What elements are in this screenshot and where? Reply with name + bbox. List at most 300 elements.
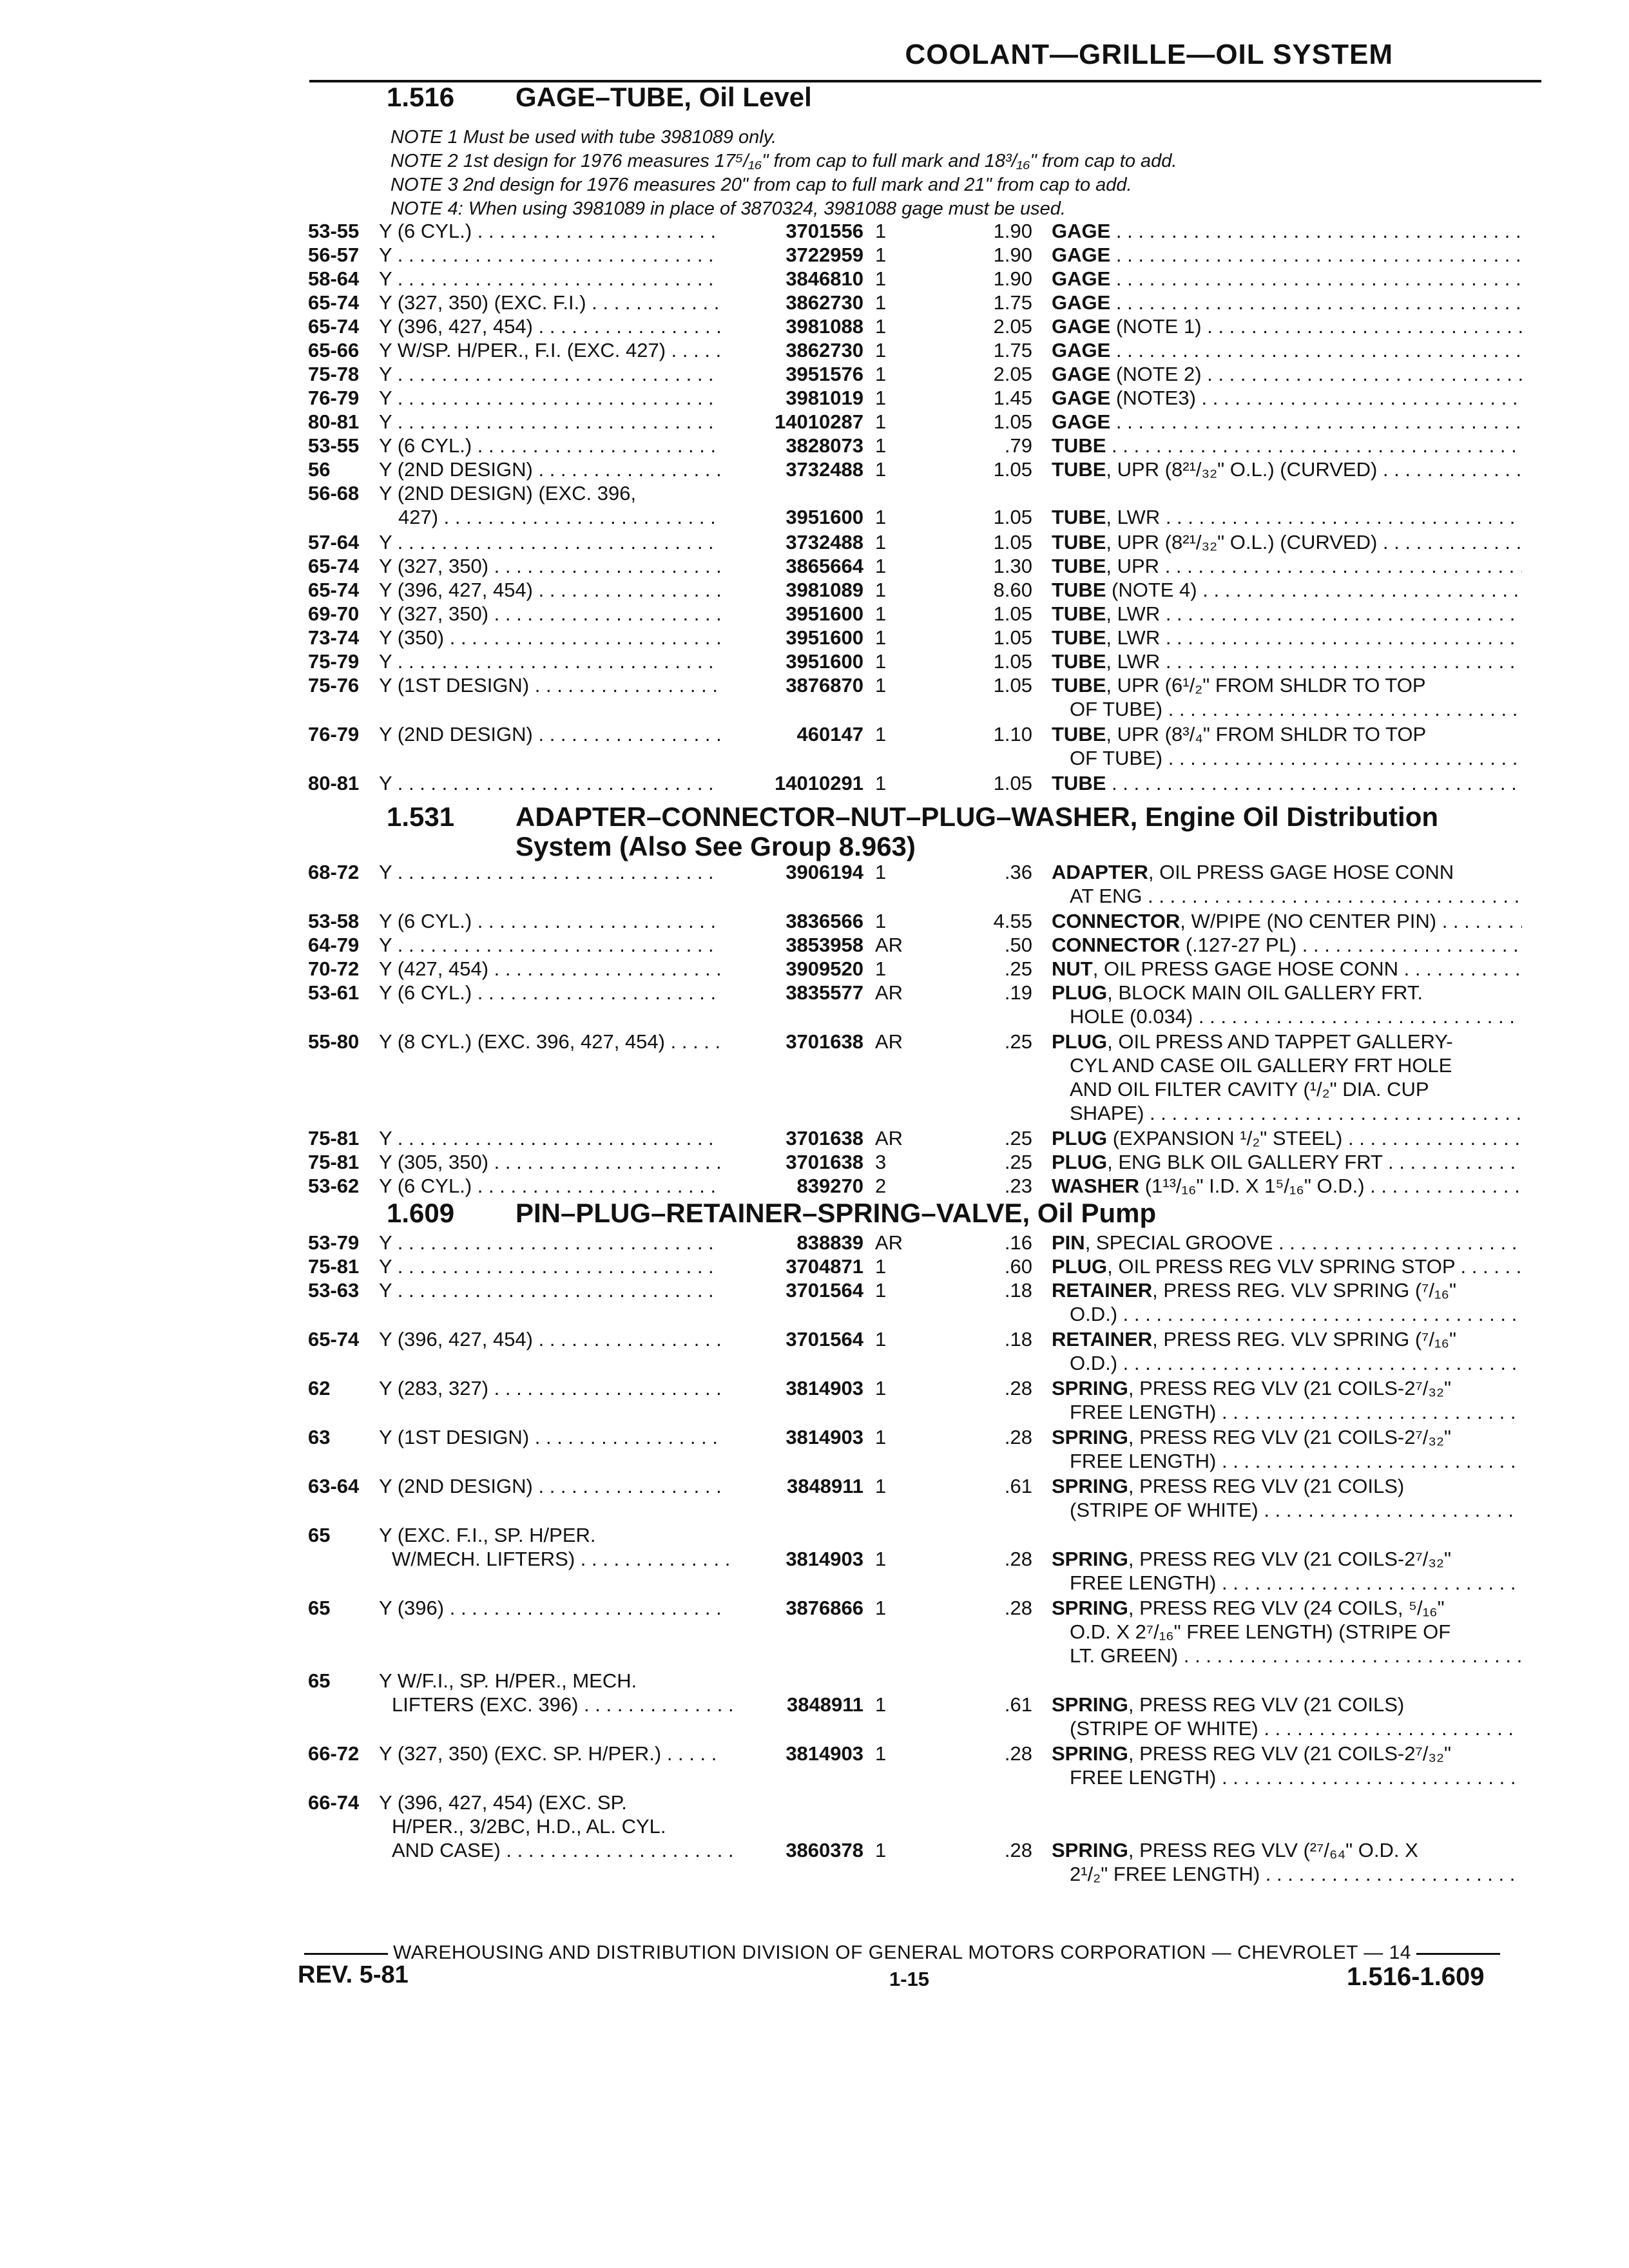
price: .61: [1004, 1475, 1032, 1497]
description: [1052, 1150, 1522, 1174]
part-detail: , PRESS REG VLV (21 COILS-2⁷/₃₂": [1128, 1742, 1451, 1765]
application: Y (396) . . .: [379, 1596, 720, 1620]
price: 8.60: [993, 579, 1032, 601]
description-line: 2¹/₂" FREE LENGTH) . . .: [1070, 1862, 1521, 1886]
description: [1052, 1838, 1522, 1862]
application: Y . . .: [379, 530, 720, 554]
description: [1052, 386, 1522, 410]
price: .79: [1004, 434, 1032, 457]
description: [1052, 1126, 1522, 1150]
description-line: OF TUBE) . . .: [1070, 746, 1521, 770]
price: 1.05: [993, 506, 1032, 528]
part-number: 3814903: [786, 1548, 863, 1570]
application: Y (350) . . .: [379, 626, 720, 649]
description: [1052, 434, 1522, 457]
quantity: 3: [875, 1151, 887, 1173]
part-number: 3704871: [786, 1255, 863, 1278]
price: .25: [1004, 1030, 1032, 1053]
price: 1.90: [993, 220, 1032, 242]
model-years: 75-76: [308, 674, 360, 697]
price: .50: [1004, 934, 1032, 956]
part-name: GAGE: [1052, 315, 1111, 338]
model-years: 80-81: [308, 772, 360, 794]
part-detail: , ENG BLK OIL GALLERY FRT: [1107, 1151, 1383, 1173]
part-detail: (.127-27 PL): [1180, 934, 1297, 956]
application: Y (396, 427, 454) . . .: [379, 578, 720, 602]
application: Y (327, 350) (EXC. F.I.) . . .: [379, 291, 720, 314]
application: Y (305, 350) . . .: [379, 1150, 720, 1174]
price: 1.05: [993, 772, 1032, 794]
model-years: 65-74: [308, 579, 360, 601]
application: Y (2ND DESIGN) . . .: [379, 722, 720, 746]
model-years: 68-72: [308, 861, 360, 883]
description: [1052, 649, 1522, 673]
quantity: 1: [875, 339, 887, 361]
application: Y (6 CYL.) . . .: [379, 219, 720, 243]
description: [1052, 362, 1522, 386]
application: Y (6 CYL.) . . .: [379, 909, 720, 933]
price: .16: [1004, 1231, 1032, 1254]
price: 2.05: [993, 363, 1032, 385]
model-years: 53-63: [308, 1279, 360, 1302]
part-name: GAGE: [1052, 363, 1111, 385]
part-detail: , OIL PRESS GAGE HOSE CONN: [1092, 957, 1399, 980]
model-years: 65-74: [308, 1328, 360, 1350]
section-heading: PIN–PLUG–RETAINER–SPRING–VALVE, Oil Pump: [516, 1198, 1157, 1228]
application: Y . . .: [379, 362, 720, 386]
price: .61: [1004, 1693, 1032, 1716]
part-detail: , PRESS REG VLV (²⁷/₆₄" O.D. X: [1128, 1839, 1418, 1861]
part-detail: , OIL PRESS GAGE HOSE CONN: [1148, 861, 1454, 883]
section-title: [387, 802, 1547, 861]
quantity: 1: [875, 531, 887, 553]
quantity: 1: [875, 1693, 887, 1716]
quantity: 1: [875, 555, 887, 577]
quantity: 1: [875, 315, 887, 338]
part-name: PLUG: [1052, 981, 1108, 1004]
part-name: ADAPTER: [1052, 861, 1148, 883]
description: [1052, 626, 1522, 649]
note-line: NOTE 2 1st design for 1976 measures 17⁵/₁₆" from cap to full mark and 18³/₁₆" from cap to add.: [390, 151, 1177, 171]
price: 1.75: [993, 339, 1032, 361]
part-number: 3701564: [786, 1279, 863, 1302]
part-name: GAGE: [1052, 267, 1111, 290]
quantity: 1: [875, 1742, 887, 1765]
part-name: GAGE: [1052, 244, 1111, 266]
quantity: 1: [875, 772, 887, 794]
part-name: RETAINER: [1052, 1279, 1153, 1302]
part-name: CONNECTOR: [1052, 910, 1181, 932]
part-name: PLUG: [1052, 1255, 1108, 1278]
part-detail: , UPR (6¹/₂" FROM SHLDR TO TOP: [1106, 674, 1426, 697]
application: Y . . .: [379, 860, 720, 884]
application: Y . . .: [379, 410, 720, 434]
application: Y . . .: [379, 267, 720, 291]
quantity: 1: [875, 1597, 887, 1619]
quantity: AR: [875, 934, 903, 956]
description-line: FREE LENGTH) . . .: [1070, 1571, 1521, 1595]
description: [1052, 267, 1522, 291]
part-name: GAGE: [1052, 291, 1111, 314]
part-number: 3836566: [786, 910, 863, 932]
description-line: FREE LENGTH) . . .: [1070, 1449, 1521, 1473]
application: Y (283, 327) . . .: [379, 1376, 720, 1400]
note-line: NOTE 1 Must be used with tube 3981089 only.: [390, 127, 777, 148]
section-heading-continued: System (Also See Group 8.963): [516, 831, 916, 861]
quantity: 1: [875, 861, 887, 883]
part-number: 3835577: [786, 981, 863, 1004]
model-years: 75-79: [308, 650, 360, 673]
part-detail: , UPR (8³/₄" FROM SHLDR TO TOP: [1106, 723, 1427, 745]
part-number: 3732488: [786, 458, 863, 481]
section-notes: [390, 126, 1486, 221]
price: .28: [1004, 1742, 1032, 1765]
part-detail: (NOTE 4): [1106, 579, 1197, 601]
application: Y (1ST DESIGN) . . .: [379, 1425, 720, 1449]
price: .28: [1004, 1839, 1032, 1861]
model-years: 65-74: [308, 291, 360, 314]
quantity: 1: [875, 723, 887, 745]
part-name: TUBE: [1052, 723, 1106, 745]
part-detail: , BLOCK MAIN OIL GALLERY FRT.: [1107, 981, 1423, 1004]
application: AND CASE) . . .: [392, 1838, 733, 1862]
part-detail: (NOTE 1): [1110, 315, 1202, 338]
quantity: 1: [875, 957, 887, 980]
footer-rule-right: [1416, 1953, 1500, 1955]
model-years: 53-61: [308, 981, 360, 1004]
part-detail: , OIL PRESS AND TAPPET GALLERY-: [1107, 1030, 1453, 1053]
part-number: 3701638: [786, 1151, 863, 1173]
price: 1.05: [993, 458, 1032, 481]
model-years: 53-62: [308, 1175, 360, 1197]
section-title: [387, 82, 1547, 112]
quantity: 1: [875, 626, 887, 649]
quantity: 1: [875, 1548, 887, 1570]
application: Y (396, 427, 454) . . .: [379, 314, 720, 338]
part-name: SPRING: [1052, 1742, 1128, 1765]
part-number: 3876870: [786, 674, 863, 697]
application: Y (396, 427, 454) . . .: [379, 1327, 720, 1351]
part-number: 3862730: [786, 291, 863, 314]
part-name: PLUG: [1052, 1030, 1108, 1053]
part-number: 3701638: [786, 1030, 863, 1053]
price: .25: [1004, 957, 1032, 980]
section-title: [387, 1198, 1547, 1228]
price: 4.55: [993, 910, 1032, 932]
application: Y . . .: [379, 243, 720, 267]
part-name: TUBE: [1052, 602, 1106, 625]
model-years: 65: [308, 1524, 331, 1546]
price: 1.05: [993, 531, 1032, 553]
part-name: CONNECTOR: [1052, 934, 1181, 956]
model-years: 56: [308, 458, 331, 481]
part-name: TUBE: [1052, 434, 1106, 457]
application: Y . . .: [379, 1126, 720, 1150]
part-detail: , PRESS REG VLV (21 COILS-2⁷/₃₂": [1128, 1548, 1451, 1570]
part-name: GAGE: [1052, 410, 1111, 433]
part-number: 839270: [796, 1175, 863, 1197]
quantity: 1: [875, 650, 887, 673]
part-detail: , PRESS REG VLV (21 COILS-2⁷/₃₂": [1128, 1377, 1451, 1399]
part-number: 3951600: [786, 506, 863, 528]
model-years: 76-79: [308, 723, 360, 745]
model-years: 63-64: [308, 1475, 360, 1497]
description-line: OF TUBE) . . .: [1070, 697, 1521, 721]
part-number: 3876866: [786, 1597, 863, 1619]
model-years: 63: [308, 1426, 331, 1448]
model-years: 55-80: [308, 1030, 360, 1053]
price: 1.05: [993, 626, 1032, 649]
quantity: 1: [875, 410, 887, 433]
part-detail: (NOTE 2): [1110, 363, 1202, 385]
part-number: 3951600: [786, 602, 863, 625]
footer-rule-left: [304, 1953, 388, 1955]
part-number: 3828073: [786, 434, 863, 457]
part-number: 3865664: [786, 555, 863, 577]
part-detail: , PRESS REG VLV (21 COILS): [1128, 1475, 1405, 1497]
part-name: TUBE: [1052, 650, 1106, 673]
part-number: 3848911: [787, 1475, 863, 1497]
section-range: 1.516-1.609: [1347, 1963, 1485, 1991]
part-detail: , PRESS REG VLV (24 COILS, ⁵/₁₆": [1128, 1597, 1445, 1619]
price: .28: [1004, 1548, 1032, 1570]
price: 1.10: [993, 723, 1032, 745]
page-title: COOLANT—GRILLE—OIL SYSTEM: [905, 39, 1393, 70]
part-detail: , LWR: [1106, 626, 1161, 649]
part-number: 14010287: [775, 410, 863, 433]
application: Y (6 CYL.) . . .: [379, 981, 720, 1004]
description: [1052, 673, 1522, 697]
description: [1052, 1425, 1522, 1449]
quantity: 1: [875, 1279, 887, 1302]
price: .28: [1004, 1597, 1032, 1619]
model-years: 65-66: [308, 339, 360, 361]
part-name: SPRING: [1052, 1377, 1128, 1399]
application-line: H/PER., 3/2BC, H.D., AL. CYL.: [392, 1815, 666, 1838]
part-detail: , PRESS REG. VLV SPRING (⁷/₁₆": [1152, 1279, 1456, 1302]
part-detail: , PRESS REG VLV (21 COILS-2⁷/₃₂": [1128, 1426, 1451, 1448]
description-line: AND OIL FILTER CAVITY (¹/₂" DIA. CUP: [1070, 1078, 1429, 1100]
description: [1052, 1174, 1522, 1198]
application: Y (327, 350) (EXC. SP. H/PER.) . . .: [379, 1742, 720, 1765]
part-name: PIN: [1052, 1231, 1085, 1254]
description: [1052, 1596, 1522, 1620]
price: 1.05: [993, 674, 1032, 697]
application: Y W/SP. H/PER., F.I. (EXC. 427) . . .: [379, 338, 720, 362]
quantity: 1: [875, 1426, 887, 1448]
description: [1052, 505, 1522, 529]
part-number: 3846810: [786, 267, 863, 290]
description: [1052, 1376, 1522, 1400]
section-number: 1.609: [387, 1198, 455, 1228]
part-number: 3814903: [786, 1426, 863, 1448]
description-line: (STRIPE OF WHITE) . . .: [1070, 1716, 1521, 1740]
description: [1052, 1547, 1522, 1571]
description: [1052, 909, 1522, 933]
quantity: AR: [875, 1231, 903, 1254]
price: 1.75: [993, 291, 1032, 314]
part-number: 3951600: [786, 626, 863, 649]
part-name: GAGE: [1052, 387, 1111, 409]
description: [1052, 291, 1522, 314]
application: Y (327, 350) . . .: [379, 602, 720, 626]
application: Y (427, 454) . . .: [379, 957, 720, 981]
price: 1.05: [993, 650, 1032, 673]
description: [1052, 1278, 1522, 1302]
part-name: SPRING: [1052, 1597, 1128, 1619]
model-years: 75-81: [308, 1151, 360, 1173]
part-detail: , LWR: [1106, 506, 1161, 528]
model-years: 62: [308, 1377, 331, 1399]
description-line: HOLE (0.034) . . .: [1070, 1004, 1521, 1028]
description: [1052, 578, 1522, 602]
part-name: SPRING: [1052, 1475, 1128, 1497]
application: Y (2ND DESIGN) . . .: [379, 1474, 720, 1498]
application-line: Y W/F.I., SP. H/PER., MECH.: [379, 1669, 637, 1692]
part-name: GAGE: [1052, 220, 1111, 242]
footer-credit-text: WAREHOUSING AND DISTRIBUTION DIVISION OF GENERAL MOTORS CORPORATION — CHEVROLET — 14: [393, 1942, 1411, 1963]
part-number: 838839: [796, 1231, 863, 1254]
application: Y . . .: [379, 933, 720, 957]
application: Y (1ST DESIGN) . . .: [379, 673, 720, 697]
price: .25: [1004, 1127, 1032, 1149]
part-number: 3906194: [786, 861, 863, 883]
model-years: 53-55: [308, 220, 360, 242]
quantity: 1: [875, 1475, 887, 1497]
description: [1052, 457, 1522, 481]
model-years: 76-79: [308, 387, 360, 409]
price: .60: [1004, 1255, 1032, 1278]
quantity: 1: [875, 674, 887, 697]
description: [1052, 981, 1522, 1004]
part-detail: (1¹³/₁₆" I.D. X 1⁵/₁₆" O.D.): [1139, 1175, 1365, 1197]
model-years: 56-57: [308, 244, 360, 266]
model-years: 65: [308, 1597, 331, 1619]
part-detail: , PRESS REG. VLV SPRING (⁷/₁₆": [1152, 1328, 1456, 1350]
note-line: NOTE 4: When using 3981089 in place of 3870324, 3981088 gage must be used.: [390, 198, 1066, 219]
application: Y (2ND DESIGN) . . .: [379, 457, 720, 481]
part-name: TUBE: [1052, 626, 1106, 649]
part-detail: (NOTE3): [1110, 387, 1196, 409]
quantity: 1: [875, 1255, 887, 1278]
quantity: 1: [875, 434, 887, 457]
part-number: 3981089: [786, 579, 863, 601]
part-name: TUBE: [1052, 555, 1106, 577]
description: [1052, 554, 1522, 578]
description-line: O.D.) . . .: [1070, 1302, 1521, 1326]
quantity: AR: [875, 981, 903, 1004]
price: .36: [1004, 861, 1032, 883]
part-name: GAGE: [1052, 339, 1111, 361]
quantity: AR: [875, 1127, 903, 1149]
model-years: 66-74: [308, 1791, 360, 1814]
part-number: 3814903: [786, 1377, 863, 1399]
model-years: 53-58: [308, 910, 360, 932]
description: [1052, 1327, 1522, 1351]
part-detail: , LWR: [1106, 602, 1161, 625]
price: 1.90: [993, 267, 1032, 290]
quantity: 1: [875, 579, 887, 601]
model-years: 65: [308, 1669, 331, 1692]
part-name: TUBE: [1052, 506, 1106, 528]
model-years: 53-55: [308, 434, 360, 457]
application: Y . . .: [379, 386, 720, 410]
price: 2.05: [993, 315, 1032, 338]
quantity: 1: [875, 267, 887, 290]
description-line: (STRIPE OF WHITE) . . .: [1070, 1498, 1521, 1522]
price: .28: [1004, 1426, 1032, 1448]
part-name: NUT: [1052, 957, 1093, 980]
model-years: 66-72: [308, 1742, 360, 1765]
description: [1052, 338, 1522, 362]
application: 427) . . .: [398, 505, 720, 529]
part-name: WASHER: [1052, 1175, 1140, 1197]
footer-credit: [296, 1942, 1508, 1964]
part-number: 3701556: [786, 220, 863, 242]
description: [1052, 410, 1522, 434]
part-number: 3701564: [786, 1328, 863, 1350]
description: [1052, 243, 1522, 267]
part-number: 460147: [796, 723, 863, 745]
part-name: PLUG: [1052, 1151, 1108, 1173]
part-number: 3862730: [786, 339, 863, 361]
model-years: 58-64: [308, 267, 360, 290]
part-number: 3981019: [786, 387, 863, 409]
page-number: 1-15: [889, 1968, 930, 1990]
description: [1052, 219, 1522, 243]
model-years: 69-70: [308, 602, 360, 625]
application-line: Y (EXC. F.I., SP. H/PER.: [379, 1524, 596, 1546]
part-number: 3909520: [786, 957, 863, 980]
price: 1.90: [993, 244, 1032, 266]
part-detail: , W/PIPE (NO CENTER PIN): [1180, 910, 1437, 932]
part-name: TUBE: [1052, 579, 1106, 601]
description: [1052, 1693, 1522, 1716]
description: [1052, 1742, 1522, 1765]
part-name: TUBE: [1052, 674, 1106, 697]
application: Y (6 CYL.) . . .: [379, 1174, 720, 1198]
price: 1.30: [993, 555, 1032, 577]
part-name: TUBE: [1052, 458, 1106, 481]
description: [1052, 602, 1522, 626]
price: .25: [1004, 1151, 1032, 1173]
application: W/MECH. LIFTERS) . . .: [392, 1547, 733, 1571]
part-detail: , OIL PRESS REG VLV SPRING STOP: [1107, 1255, 1455, 1278]
part-number: 3951576: [786, 363, 863, 385]
page-header: [309, 34, 1541, 82]
description: [1052, 933, 1522, 957]
description-line: FREE LENGTH) . . .: [1070, 1765, 1521, 1789]
model-years: 73-74: [308, 626, 360, 649]
part-detail: , LWR: [1106, 650, 1161, 673]
application: Y . . .: [379, 771, 720, 795]
description: [1052, 530, 1522, 554]
description: [1052, 1030, 1522, 1053]
description: [1052, 722, 1522, 746]
quantity: 1: [875, 602, 887, 625]
part-detail: (EXPANSION ¹/₂" STEEL): [1107, 1127, 1343, 1149]
model-years: 70-72: [308, 957, 360, 980]
quantity: 1: [875, 387, 887, 409]
part-detail: , UPR: [1106, 555, 1160, 577]
price: 1.05: [993, 602, 1032, 625]
description: [1052, 1254, 1522, 1278]
section-heading: GAGE–TUBE, Oil Level: [516, 82, 812, 112]
application-line: Y (396, 427, 454) (EXC. SP.: [379, 1791, 627, 1814]
description-line: CYL AND CASE OIL GALLERY FRT HOLE: [1070, 1054, 1452, 1077]
section-number: 1.516: [387, 82, 455, 112]
application: LIFTERS (EXC. 396) . . .: [392, 1693, 733, 1716]
